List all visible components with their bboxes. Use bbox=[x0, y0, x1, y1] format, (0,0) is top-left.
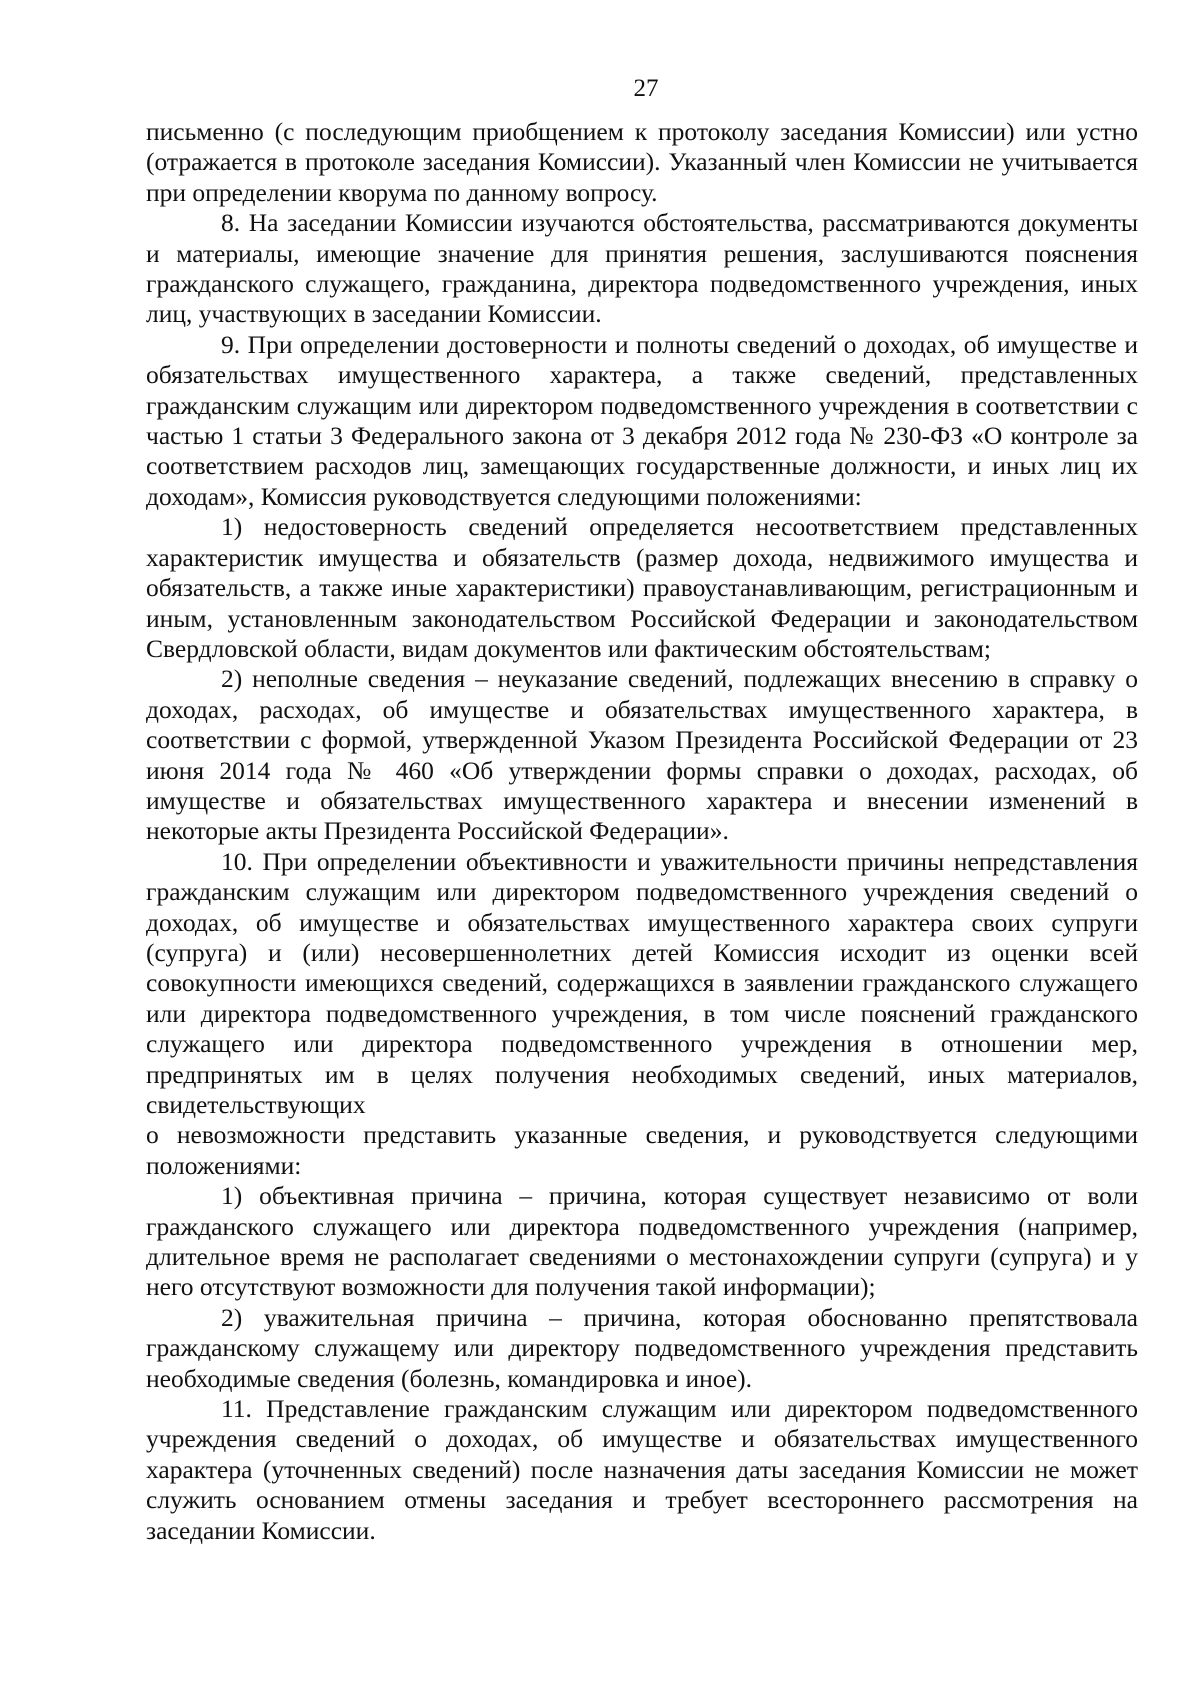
paragraph-10: 10. При определении объективности и уважительности причины непредставления гражданским служащим или директором подведомственного учреждения сведений о доходах, об имуществе и обязательствах имущественного характера своих супруги (супруга) и (или) несовершеннолетних детей Комиссия исходит из оценки всей совокупности имеющихся сведений, содержащихся в заявлении гражданского служащего или директора подведомственного учреждения, в том числе пояснений гражданского служащего или директора подведомственного учреждения в отношении мер, предпринятых им в целях получения необходимых сведений, иных материалов, свидетельствующих bbox=[146, 846, 1138, 1119]
page-number: 27 bbox=[633, 75, 659, 102]
paragraph-10-item-1: 1) объективная причина – причина, которая существует независимо от воли гражданского служащего или директора подведомственного учреждения (например, длительное время не располагает сведениями о местонахождении супруги (супруга) и у него отсутствуют возможности для получения такой информации); bbox=[146, 1181, 1138, 1302]
paragraph-11: 11. Представление гражданским служащим или директором подведомственного учреждения сведений о доходах, об имуществе и обязательствах имущественного характера (уточненных сведений) после назначения даты заседания Комиссии не может служить основанием отмены заседания и требует всестороннего рассмотрения на заседании Комиссии. bbox=[146, 1394, 1138, 1545]
paragraph-continuation: письменно (с последующим приобщением к протоколу заседания Комиссии) или устно (отражается в протоколе заседания Комиссии). Указанный член Комиссии не учитывается при определении кворума по данному вопросу. bbox=[146, 117, 1138, 207]
paragraph-10-continuation: о невозможности представить указанные сведения, и руководствуется следующими положениями: bbox=[146, 1120, 1138, 1180]
paragraph-9-item-2: 2) неполные сведения – неуказание сведений, подлежащих внесению в справку о доходах, расходах, об имуществе и обязательствах имущественного характера, в соответствии с формой, утвержденной Указом Президента Российской Федерации от 23 июня 2014 года № 460 «Об утверждении формы справки о доходах, расходах, об имуществе и обязательствах имущественного характера и внесении изменений в некоторые акты Президента Российской Федерации». bbox=[146, 664, 1138, 846]
document-body bbox=[146, 117, 1138, 1546]
paragraph-9: 9. При определении достоверности и полноты сведений о доходах, об имуществе и обязательствах имущественного характера, а также сведений, представленных гражданским служащим или директором подведомственного учреждения в соответствии с частью 1 статьи 3 Федерального закона от 3 декабря 2012 года № 230-ФЗ «О контроле за соответствием расходов лиц, замещающих государственные должности, и иных лиц их доходам», Комиссия руководствуется следующими положениями: bbox=[146, 329, 1138, 511]
paragraph-9-item-1: 1) недостоверность сведений определяется несоответствием представленных характеристик имущества и обязательств (размер дохода, недвижимого имущества и обязательств, а также иные характеристики) правоустанавливающим, регистрационным и иным, установленным законодательством Российской Федерации и законодательством Свердловской области, видам документов или фактическим обстоятельствам; bbox=[146, 512, 1138, 663]
paragraph-10-item-2: 2) уважительная причина – причина, которая обоснованно препятствовала гражданскому служащему или директору подведомственного учреждения представить необходимые сведения (болезнь, командировка и иное). bbox=[146, 1302, 1138, 1393]
paragraph-8: 8. На заседании Комиссии изучаются обстоятельства, рассматриваются документы и материалы, имеющие значение для принятия решения, заслушиваются пояснения гражданского служащего, гражданина, директора подведомственного учреждения, иных лиц, участвующих в заседании Комиссии. bbox=[146, 208, 1138, 329]
